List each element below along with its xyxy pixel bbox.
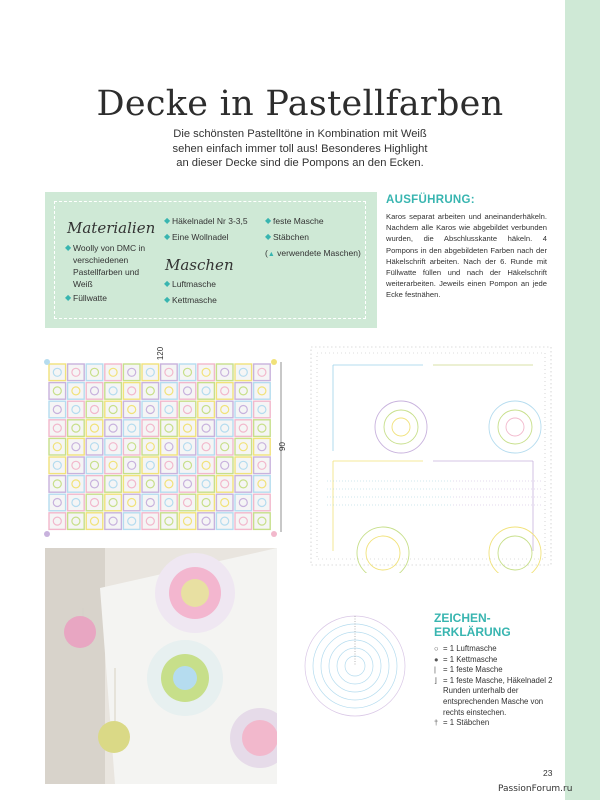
list-item: ◆ Häkelnadel Nr 3-3,5: [164, 216, 248, 226]
grid-square: [179, 364, 196, 381]
grid-square: [198, 476, 215, 493]
grid-square: [216, 513, 233, 530]
pompon: [98, 721, 130, 753]
triangle-icon: ▲: [267, 251, 275, 258]
grid-square: [179, 476, 196, 493]
grid-square: [161, 438, 178, 455]
crochet-chart: [303, 341, 563, 573]
grid-square: [86, 494, 103, 511]
grid-square: [123, 476, 140, 493]
grid-square: [198, 401, 215, 418]
instructions-text: Karos separat arbeiten und aneinanderhäkeln. Nachdem alle Karos wie abgebildet verbunden wurden, die Abschlusskante häkeln. 4 Pompons in den abgebildeten Farben nach der Häkelschrift arbeiten. Nach der 6. Runde mit Füllwatte füllen und nach der Häkelschrift weiterarbeiten. Jeweils einen Pompon an jede Ecke festnähen.: [386, 212, 547, 300]
diamond-icon: ◆: [265, 232, 272, 241]
grid-square: [235, 457, 252, 474]
grid-square: [235, 364, 252, 381]
grid-square: [235, 438, 252, 455]
grid-square: [86, 420, 103, 437]
grid-square: [161, 383, 178, 400]
grid-square: [235, 383, 252, 400]
stitches-list-2: [265, 215, 375, 261]
grid-square: [161, 401, 178, 418]
grid-square: [86, 383, 103, 400]
grid-square: [216, 364, 233, 381]
grid-square: [49, 494, 66, 511]
grid-square: [86, 438, 103, 455]
grid-square: [142, 420, 159, 437]
grid-square: [105, 401, 122, 418]
grid-square: [86, 401, 103, 418]
pompon-chart: [297, 604, 415, 724]
legend-heading: [434, 611, 511, 639]
grid-square: [49, 513, 66, 530]
grid-square: [254, 494, 271, 511]
single-crochet-icon: |: [434, 665, 436, 675]
grid-square: [198, 364, 215, 381]
list-item: ◆ Luftmasche: [164, 279, 216, 289]
grid-square: [179, 438, 196, 455]
grid-square: [142, 476, 159, 493]
grid-square: [68, 513, 85, 530]
grid-square: [68, 420, 85, 437]
grid-square: [216, 476, 233, 493]
legend-item: | = 1 feste Masche: [434, 665, 503, 675]
grid-square: [49, 420, 66, 437]
grid-square: [254, 476, 271, 493]
grid-square: [123, 401, 140, 418]
subtitle-line: Die schönsten Pastelltöne in Kombination mit Weiß: [173, 128, 427, 140]
grid-square: [49, 364, 66, 381]
list-item: ◆ Kettmasche: [164, 295, 217, 305]
grid-square: [142, 364, 159, 381]
list-item: ◆ Stäbchen: [265, 232, 309, 242]
legend-heading-line: ERKLÄRUNG: [434, 625, 511, 639]
slip-stitch-icon: ●: [434, 654, 439, 664]
materials-box: [45, 192, 377, 328]
grid-square: [68, 438, 85, 455]
grid-square: [198, 420, 215, 437]
legend-item: † = 1 Stäbchen: [434, 718, 490, 728]
diamond-icon: ◆: [65, 243, 72, 252]
grid-square: [105, 364, 122, 381]
grid-square: [123, 494, 140, 511]
grid-square: [198, 494, 215, 511]
legend-item: ● = 1 Kettmasche: [434, 654, 498, 664]
diamond-icon: ◆: [164, 279, 171, 288]
grid-square: [216, 457, 233, 474]
grid-square: [49, 476, 66, 493]
legend-heading-line: ZEICHEN-: [434, 611, 491, 625]
diamond-icon: ◆: [164, 216, 171, 225]
grid-square: [142, 513, 159, 530]
grid-square: [254, 364, 271, 381]
corner-pompon-marker: [44, 359, 50, 365]
list-item: ◆ Füllwatte: [65, 293, 108, 303]
grid-square: [68, 494, 85, 511]
grid-square: [142, 438, 159, 455]
height-label: 90: [277, 442, 287, 451]
chain-stitch-icon: ○: [434, 644, 439, 653]
legend-item: ○ = 1 Luftmasche: [434, 644, 497, 653]
corner-pompon-marker: [271, 531, 277, 537]
grid-square: [142, 401, 159, 418]
grid-square: [161, 476, 178, 493]
stitches-list-1: [164, 278, 264, 306]
grid-square: [216, 401, 233, 418]
grid-square: [123, 420, 140, 437]
grid-square: [161, 420, 178, 437]
grid-square: [179, 457, 196, 474]
grid-square: [235, 420, 252, 437]
watermark: PassionForum.ru: [498, 784, 573, 794]
legend-list: [434, 644, 564, 729]
grid-square: [86, 476, 103, 493]
grid-square: [105, 383, 122, 400]
grid-square: [235, 401, 252, 418]
grid-square: [198, 457, 215, 474]
grid-square: [179, 494, 196, 511]
grid-square: [142, 457, 159, 474]
grid-square: [179, 401, 196, 418]
tools-list: [164, 215, 264, 243]
grid-square: [123, 364, 140, 381]
grid-square: [68, 476, 85, 493]
grid-square: [105, 438, 122, 455]
pompon: [64, 616, 96, 648]
grid-square: [216, 494, 233, 511]
width-label: 120: [156, 346, 166, 361]
grid-square: [235, 476, 252, 493]
grid-square: [123, 457, 140, 474]
grid-square: [198, 383, 215, 400]
square-grid: [49, 364, 270, 529]
grid-square: [254, 438, 271, 455]
grid-square: [198, 513, 215, 530]
diamond-icon: ◆: [164, 232, 171, 241]
grid-square: [86, 364, 103, 381]
grid-square: [105, 457, 122, 474]
grid-square: [86, 513, 103, 530]
instructions-heading: AUSFÜHRUNG:: [386, 194, 475, 206]
grid-square: [216, 438, 233, 455]
diamond-icon: ◆: [265, 216, 272, 225]
grid-square: [179, 383, 196, 400]
grid-square: [105, 494, 122, 511]
list-item: ◆ Woolly von DMC in verschiedenen Pastellfarben und Weiß: [65, 243, 146, 289]
diamond-icon: ◆: [164, 295, 171, 304]
grid-square: [123, 438, 140, 455]
grid-square: [68, 401, 85, 418]
spike-stitch-icon: ⌋: [434, 675, 437, 685]
grid-square: [254, 401, 271, 418]
grid-square: [68, 364, 85, 381]
grid-square: [123, 383, 140, 400]
grid-square: [142, 494, 159, 511]
grid-square: [68, 457, 85, 474]
grid-square: [49, 457, 66, 474]
grid-square: [254, 513, 271, 530]
materials-list: [65, 242, 157, 304]
subtitle: [140, 127, 460, 171]
grid-square: [235, 513, 252, 530]
subtitle-line: sehen einfach immer toll aus! Besonderes Highlight: [172, 142, 428, 155]
corner-pompon-marker: [44, 531, 50, 537]
grid-square: [142, 383, 159, 400]
grid-square: [254, 383, 271, 400]
grid-square: [216, 383, 233, 400]
grid-square: [49, 438, 66, 455]
subtitle-line: an dieser Decke sind die Pompons an den Ecken.: [176, 157, 424, 169]
grid-square: [49, 401, 66, 418]
grid-square: [86, 457, 103, 474]
grid-square: [105, 476, 122, 493]
grid-square: [235, 494, 252, 511]
blanket-layout-diagram: [48, 363, 280, 539]
grid-square: [49, 383, 66, 400]
blanket-photo: [45, 548, 277, 784]
grid-square: [216, 420, 233, 437]
grid-square: [68, 383, 85, 400]
grid-square: [254, 420, 271, 437]
grid-square: [161, 494, 178, 511]
grid-square: [105, 420, 122, 437]
stitches-note: (▲ verwendete Maschen): [265, 248, 361, 258]
legend-item: ⌋ = 1 feste Masche, Häkelnadel 2 Runden unterhalb der entsprechenden Masche von rechts einstechen.: [434, 675, 553, 717]
list-item: ◆ feste Masche: [265, 216, 324, 226]
corner-pompon-marker: [271, 359, 277, 365]
grid-square: [198, 438, 215, 455]
page-number: 23: [543, 768, 553, 778]
grid-square: [105, 513, 122, 530]
double-crochet-icon: †: [434, 718, 439, 728]
grid-square: [179, 513, 196, 530]
materials-heading: Materialien: [67, 219, 156, 237]
grid-square: [123, 513, 140, 530]
grid-square: [161, 457, 178, 474]
list-item: ◆ Eine Wollnadel: [164, 232, 229, 242]
grid-square: [161, 364, 178, 381]
page-title: Decke in Pastellfarben: [96, 84, 504, 124]
grid-square: [161, 513, 178, 530]
stitches-heading: Maschen: [165, 256, 234, 274]
grid-square: [179, 420, 196, 437]
grid-square: [254, 457, 271, 474]
diamond-icon: ◆: [65, 293, 72, 302]
